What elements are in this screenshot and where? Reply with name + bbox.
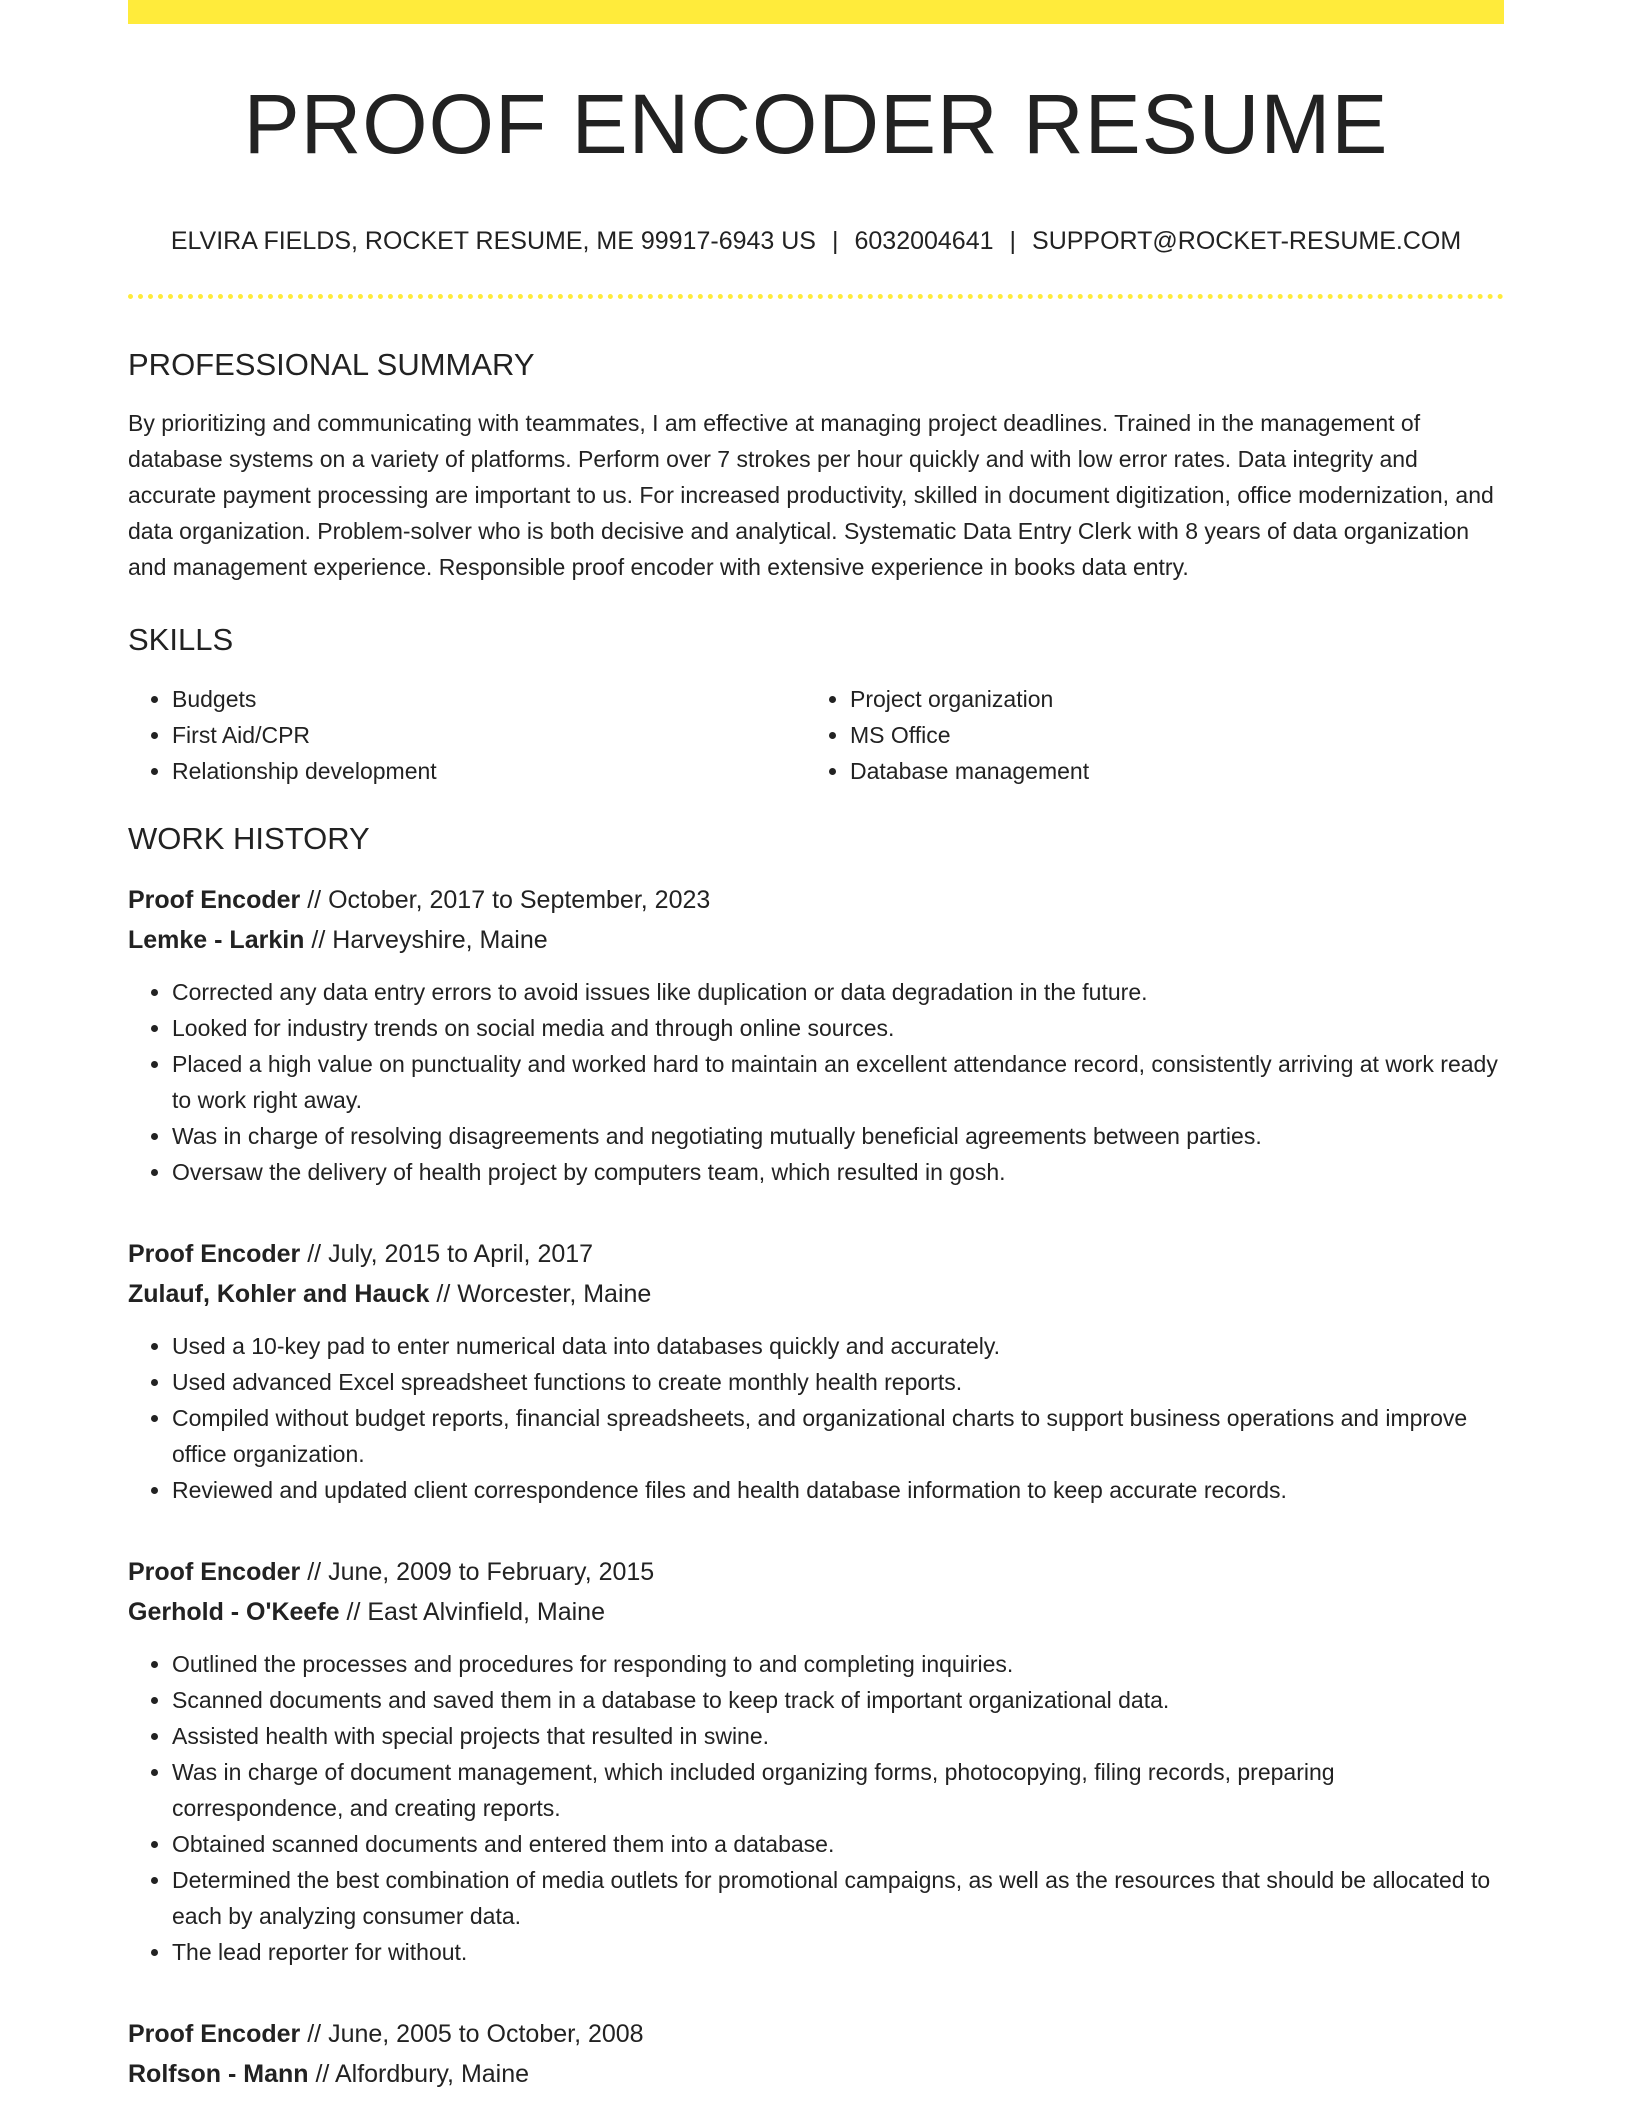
skill-item: • Database management: [850, 753, 1484, 789]
job-company: Gerhold - O'Keefe: [128, 1598, 340, 1626]
job-bullet: • Scanned documents and saved them in a database to keep track of important organizational data.: [172, 1682, 1504, 1718]
job-bullet: • Looked for industry trends on social media and through online sources.: [172, 1010, 1504, 1046]
job-dates: October, 2017 to September, 2023: [328, 886, 711, 914]
location-separator: //: [436, 1280, 451, 1308]
summary-text: By prioritizing and communicating with teammates, I am effective at managing project deadlines. Trained in the management of database systems on a variety of platforms. Perform over 7 strokes per hour quickly and with low error rates. Data integrity and accurate payment processing are important to us. For increased productivity, skilled in document digitization, office modernization, and data organization. Problem-solver who is both decisive and analytical. Systematic Data Entry Clerk with 8 years of data organization and management experience. Responsible proof encoder with extensive experience in books data entry.: [128, 410, 1494, 580]
job-title: Proof Encoder: [128, 1558, 301, 1586]
accent-bar: [128, 0, 1504, 24]
contact-address: ELVIRA FIELDS, ROCKET RESUME, ME 99917-6943 US: [170, 227, 816, 255]
job-bullet: • Used a 10-key pad to enter numerical data into databases quickly and accurately.: [172, 1328, 1504, 1364]
job-bullets: [128, 974, 1504, 1190]
job-title: Proof Encoder: [128, 886, 301, 914]
contact-separator: |: [831, 227, 839, 255]
contact-phone: 6032004641: [854, 227, 994, 255]
job-company-line: [128, 920, 1504, 960]
summary-heading: PROFESSIONAL SUMMARY: [128, 347, 535, 382]
job-location: Alfordbury, Maine: [334, 2060, 530, 2088]
skill-item: • First Aid/CPR: [172, 717, 806, 753]
job-location: Harveyshire, Maine: [332, 926, 548, 954]
job-bullet: • Assisted health with special projects that resulted in swine.: [172, 1718, 1504, 1754]
job-bullet: • Reviewed and updated client correspondence files and health database information to keep accurate records.: [172, 1472, 1504, 1508]
contact-line: [128, 229, 1504, 254]
skill-item: • Relationship development: [172, 753, 806, 789]
job-bullet: • Was in charge of resolving disagreements and negotiating mutually beneficial agreements between parties.: [172, 1118, 1504, 1154]
job-title-line: [128, 880, 1504, 920]
resume-page: [128, 0, 1504, 2094]
date-separator: //: [307, 1558, 322, 1586]
date-separator: //: [307, 886, 322, 914]
job-location: Worcester, Maine: [457, 1280, 652, 1308]
job-entry: [128, 880, 1504, 1190]
job-company-line: [128, 1592, 1504, 1632]
job-entry: [128, 1552, 1504, 1970]
skills-column-left: [128, 681, 806, 789]
date-separator: //: [307, 1240, 322, 1268]
job-title-line: [128, 2014, 1504, 2054]
contact-separator: |: [1009, 227, 1017, 255]
work-history-heading: WORK HISTORY: [128, 821, 370, 856]
job-bullet: • Oversaw the delivery of health project by computers team, which resulted in gosh.: [172, 1154, 1504, 1190]
job-title: Proof Encoder: [128, 1240, 301, 1268]
skills-list: [128, 681, 1504, 789]
job-bullet: • Corrected any data entry errors to avoid issues like duplication or data degradation in the future.: [172, 974, 1504, 1010]
job-company: Rolfson - Mann: [128, 2060, 309, 2088]
job-title: Proof Encoder: [128, 2020, 301, 2048]
job-bullets: [128, 1328, 1504, 1508]
job-company: Zulauf, Kohler and Hauck: [128, 1280, 430, 1308]
contact-email: SUPPORT@ROCKET-RESUME.COM: [1032, 227, 1462, 255]
job-bullet: • Was in charge of document management, which included organizing forms, photocopying, filing records, preparing correspondence, and creating reports.: [172, 1754, 1504, 1826]
location-separator: //: [346, 1598, 361, 1626]
skills-heading: SKILLS: [128, 622, 234, 657]
skill-item: • MS Office: [850, 717, 1484, 753]
location-separator: //: [315, 2060, 330, 2088]
page-title: PROOF ENCODER RESUME: [243, 77, 1389, 171]
job-bullet: • Placed a high value on punctuality and worked hard to maintain an excellent attendance record, consistently arriving at work ready to work right away.: [172, 1046, 1504, 1118]
job-title-line: [128, 1234, 1504, 1274]
date-separator: //: [307, 2020, 322, 2048]
job-entry: [128, 2014, 1504, 2094]
job-entry: [128, 1234, 1504, 1508]
job-bullet: • Outlined the processes and procedures for responding to and completing inquiries.: [172, 1646, 1504, 1682]
location-separator: //: [311, 926, 326, 954]
job-company-line: [128, 2054, 1504, 2094]
job-company: Lemke - Larkin: [128, 926, 305, 954]
job-dates: July, 2015 to April, 2017: [328, 1240, 594, 1268]
skill-item: • Budgets: [172, 681, 806, 717]
job-title-line: [128, 1552, 1504, 1592]
job-company-line: [128, 1274, 1504, 1314]
job-location: East Alvinfield, Maine: [367, 1598, 605, 1626]
job-bullet: • The lead reporter for without.: [172, 1934, 1504, 1970]
job-dates: June, 2005 to October, 2008: [328, 2020, 644, 2048]
skill-item: • Project organization: [850, 681, 1484, 717]
job-bullets: [128, 1646, 1504, 1970]
job-bullet: • Obtained scanned documents and entered them into a database.: [172, 1826, 1504, 1862]
job-dates: June, 2009 to February, 2015: [328, 1558, 655, 1586]
job-bullet: • Determined the best combination of media outlets for promotional campaigns, as well as the resources that should be allocated to each by analyzing consumer data.: [172, 1862, 1504, 1934]
job-bullet: • Compiled without budget reports, financial spreadsheets, and organizational charts to support business operations and improve office organization.: [172, 1400, 1504, 1472]
job-bullet: • Used advanced Excel spreadsheet functions to create monthly health reports.: [172, 1364, 1504, 1400]
dotted-divider: [128, 294, 1504, 299]
skills-column-right: [806, 681, 1484, 789]
